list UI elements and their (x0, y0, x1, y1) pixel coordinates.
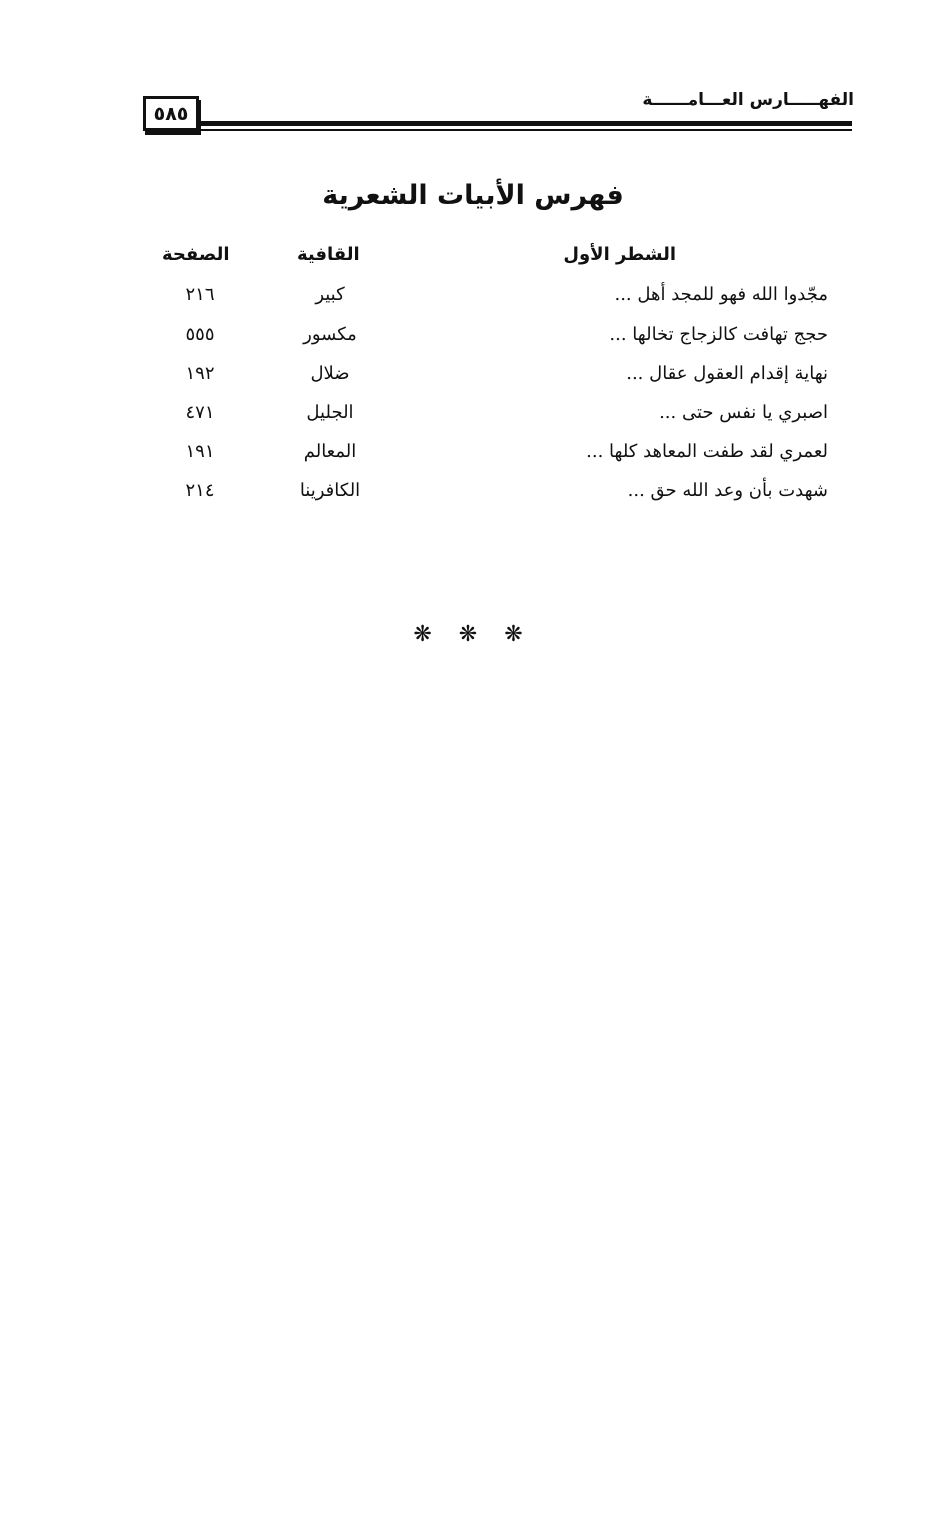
page-cell: ٢١٤ (185, 480, 215, 501)
table-row (0, 284, 946, 324)
verse-cell: نهاية إقدام العقول عقال ... (626, 363, 828, 384)
table-row (0, 324, 946, 364)
rhyme-cell: الجليل (306, 402, 354, 423)
header-rule-thick (200, 121, 852, 126)
verse-cell: شهدت بأن وعد الله حق ... (627, 480, 828, 501)
page-cell: ١٩١ (185, 441, 215, 462)
table-row (0, 480, 946, 520)
rhyme-cell: ضلال (310, 363, 350, 384)
verse-cell: حجج تهافت كالزجاج تخالها ... (609, 324, 828, 345)
page-cell: ٤٧١ (185, 402, 215, 423)
rhyme-cell: كبير (315, 284, 345, 305)
page-cell: ٥٥٥ (185, 324, 215, 345)
verse-cell: لعمري لقد طفت المعاهد كلها ... (586, 441, 828, 462)
column-header-rhyme: القافية (297, 244, 360, 265)
page-cell: ١٩٢ (185, 363, 215, 384)
rhyme-cell: مكسور (303, 324, 357, 345)
column-header-first-hemistich: الشطر الأول (563, 244, 676, 265)
section-end-ornament: ❋ ❋ ❋ (413, 622, 533, 647)
header-rule-thin (200, 129, 852, 131)
verse-cell: مجّدوا الله فهو للمجد أهل ... (614, 284, 828, 305)
verse-cell: اصبري يا نفس حتى ... (659, 402, 828, 423)
page-number-box (143, 96, 199, 131)
table-row (0, 363, 946, 403)
table-row (0, 441, 946, 481)
column-header-page: الصفحة (162, 244, 230, 265)
page-number: ٥٨٥ (153, 102, 189, 125)
index-title: فهرس الأبيات الشعرية (322, 180, 624, 211)
page-cell: ٢١٦ (185, 284, 215, 305)
table-row (0, 402, 946, 442)
running-title: الفهـــــارس العـــامــــــة (642, 90, 854, 110)
rhyme-cell: المعالم (303, 441, 357, 462)
rhyme-cell: الكافرينا (299, 480, 361, 501)
